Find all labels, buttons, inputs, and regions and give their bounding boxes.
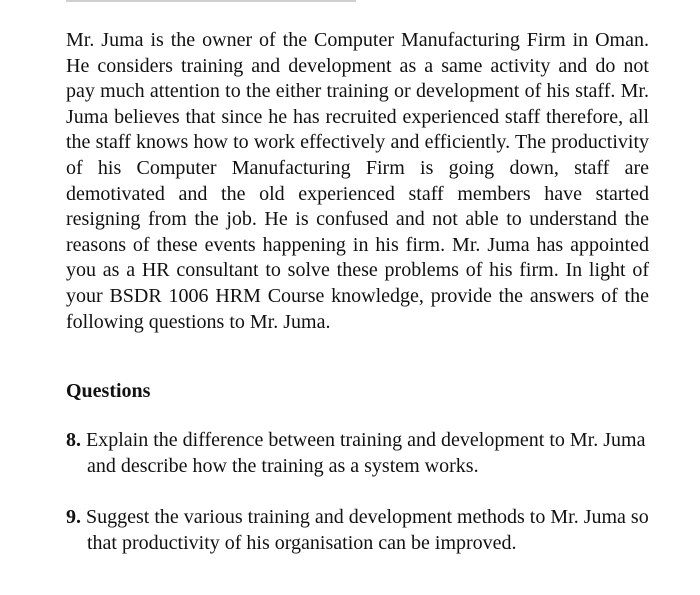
question-text: Suggest the various training and development methods to Mr. Juma so that productivity of his organisation can be improved. <box>86 506 649 554</box>
case-paragraph: Mr. Juma is the owner of the Computer Manufacturing Firm in Oman. He considers training and development as a same activity and do not pay much attention to the either training or development of his staff. Mr. Juma believes that since he has recruited experienced staff therefore, all the staff knows how to work effectively and efficiently. The productivity of his Computer Manufacturing Firm is going down, staff are demotivated and the old experienced staff members have started resigning from the job. He is confused and not able to understand the reasons of these events happening in his firm. Mr. Juma has appointed you as a HR consultant to solve these problems of his firm. In light of your BSDR 1006 HRM Course knowledge, provide the answers of the following questions to Mr. Juma. <box>66 29 649 333</box>
question-8 <box>66 428 649 479</box>
questions-heading: Questions <box>66 380 151 402</box>
question-9 <box>66 505 649 556</box>
question-number: 8. <box>66 429 81 451</box>
question-text: Explain the difference between training and development to Mr. Juma and describe how the training as a system works. <box>86 429 646 477</box>
top-divider <box>66 0 356 2</box>
question-number: 9. <box>66 506 81 528</box>
